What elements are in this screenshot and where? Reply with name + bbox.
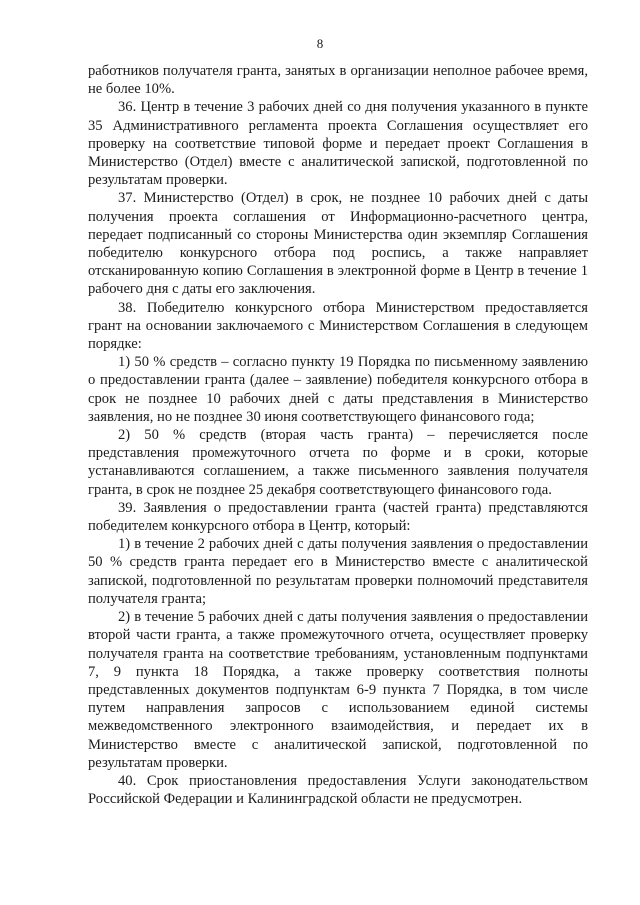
paragraph-39: 39. Заявления о предоставлении гранта (частей гранта) представляются победителем конкурсного отбора в Центр, который: xyxy=(88,499,588,535)
page-number: 8 xyxy=(316,36,324,51)
paragraph-continuation: работников получателя гранта, занятых в организации неполное рабочее время, не более 10%. xyxy=(88,63,588,98)
paragraph-39-item-2: 2) в течение 5 рабочих дней с даты получения заявления о предоставлении второй части гранта, а также промежуточного отчета, осуществляет проверку получателя гранта на соответствие требованиям, установленным подпунктами 7, 9 пункта 18 Порядка, а также проверку соответствия полноты представленных документов подпунктам 6-9 пункта 7 Порядка, в том числе путем направления запросов с использованием единой системы межведомственного электронного взаимодействия, и передает их в Министерство вместе с аналитической запиской, подготовленной по результатам проверки. xyxy=(88,609,588,771)
paragraph-38-item-2: 2) 50 % средств (вторая часть гранта) – перечисляется после представления промежуточного отчета по форме и в сроки, которые устанавливаются соглашением, а также письменного заявления получателя гранта, в срок не позднее 25 декабря соответствующего финансового года. xyxy=(88,427,588,498)
paragraph-36: 36. Центр в течение 3 рабочих дней со дня получения указанного в пункте 35 Административного регламента проекта Соглашения осуществляет его проверку на соответствие типовой форме и передает проект Соглашения в Министерство (Отдел) вместе с аналитической запиской, подготовленной по результатам проверки. xyxy=(88,99,588,189)
paragraph-39-item-1: 1) в течение 2 рабочих дней с даты получения заявления о предоставлении 50 % средств гранта передает его в Министерство вместе с аналитической запиской, подготовленной по результатам проверки полномочий представителя получателя гранта; xyxy=(88,536,588,607)
paragraph-37: 37. Министерство (Отдел) в срок, не позднее 10 рабочих дней с даты получения проекта соглашения от Информационно-расчетного центра, передает подписанный со стороны Министерства один экземпляр Соглашения победителю конкурсного отбора под роспись, а также направляет отсканированную копию Соглашения в электронной форме в Центр в течение 1 рабочего дня с даты его заключения. xyxy=(88,190,588,298)
paragraph-38-item-1: 1) 50 % средств – согласно пункту 19 Порядка по письменному заявлению о предоставлении гранта (далее – заявление) победителя конкурсного отбора в срок не позднее 10 рабочих дней с даты представления в Министерство заявления, но не позднее 30 июня соответствующего финансового года; xyxy=(88,354,588,425)
document-body xyxy=(88,62,588,808)
paragraph-40: 40. Срок приостановления предоставления Услуги законодательством Российской Федерации и Калининградской области не предусмотрен. xyxy=(88,772,588,808)
paragraph-38: 38. Победителю конкурсного отбора Министерством предоставляется грант на основании заключаемого с Министерством Соглашения в следующем порядке: xyxy=(88,299,588,353)
